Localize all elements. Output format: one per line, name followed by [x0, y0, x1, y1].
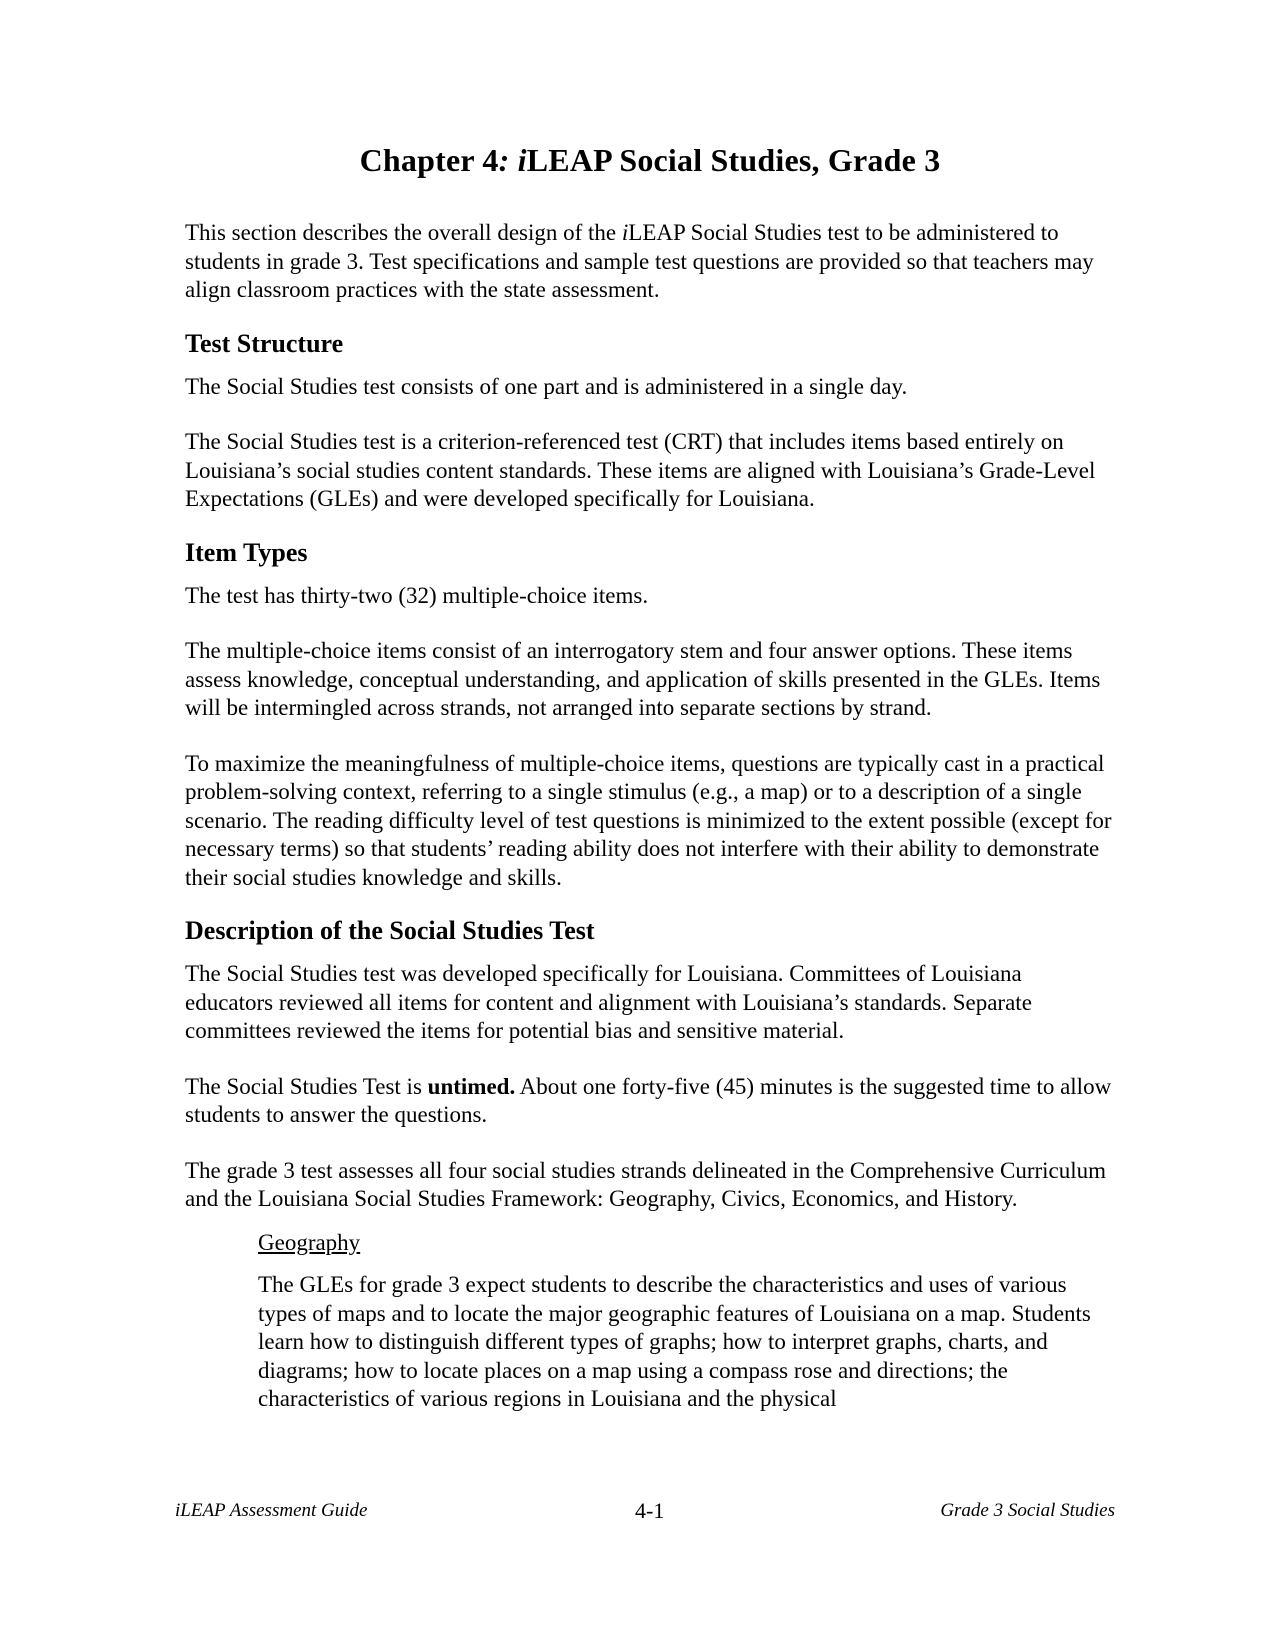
geography-subheading: Geography [258, 1229, 361, 1255]
item-types-paragraph-1: The test has thirty-two (32) multiple-choice items. [185, 582, 649, 608]
intro-italic-i: i [621, 220, 629, 245]
description-p2-text-b: About one forty-five (45) minutes is the suggested time to allow students to answer the questions. [185, 1073, 1112, 1127]
intro-paragraph [185, 219, 1115, 305]
item-types-heading: Item Types [185, 537, 308, 567]
description-paragraph-1: The Social Studies test was developed specifically for Louisiana. Committees of Louisiana educators reviewed all items for content and alignment with Louisiana’s standards. Separate committees reviewed the items for potential bias and sensitive material. [185, 961, 1032, 1043]
item-types-paragraph-3: To maximize the meaningfulness of multiple-choice items, questions are typically cast in a practical problem-solving context, referring to a single stimulus (e.g., a map) or to a description of a single scenario. The reading difficulty level of test questions is minimized to the extent possible (except for necessary terms) so that students’ reading ability does not interfere with their ability to demonstrate their social studies knowledge and skills. [185, 750, 1112, 890]
title-italic-letter: i [509, 142, 527, 178]
title-rest: LEAP Social Studies, Grade 3 [526, 142, 941, 178]
test-structure-heading: Test Structure [185, 328, 344, 358]
title-prefix: Chapter 4 [359, 142, 499, 178]
description-paragraph-3: The grade 3 test assesses all four social studies strands delineated in the Comprehensive Curriculum and the Louisiana Social Studies Framework: Geography, Civics, Economics, and History. [185, 1157, 1107, 1211]
item-types-paragraph-2: The multiple-choice items consist of an interrogatory stem and four answer options. These items assess knowledge, conceptual understanding, and application of skills presented in the GLEs. Items will be intermingled across strands, not arranged into separate sections by strand. [185, 638, 1101, 720]
intro-text-b: LEAP Social Studies test to be administered to students in grade 3. Test specifications and sample test questions are provided so that teachers may align classroom practices with the state assessment. [185, 220, 1094, 302]
page-content [185, 142, 1115, 1441]
untimed-bold: untimed. [427, 1073, 516, 1099]
footer-subject: Grade 3 Social Studies [940, 1500, 1115, 1521]
geography-paragraph: The GLEs for grade 3 expect students to describe the characteristics and uses of various types of maps and to locate the major geographic features of Louisiana on a map. Students learn how to distinguish different types of graphs; how to interpret graphs, charts, and diagrams; how to locate places on a map using a compass rose and directions; the characteristics of various regions in Louisiana and the physical [258, 1272, 1091, 1411]
footer-guide-title: iLEAP Assessment Guide [175, 1500, 368, 1521]
title-colon: : [498, 142, 510, 178]
test-structure-paragraph-1: The Social Studies test consists of one part and is administered in a single day. [185, 373, 908, 399]
description-heading: Description of the Social Studies Test [185, 916, 595, 945]
page-number: 4-1 [635, 1498, 665, 1523]
description-p2-text-a: The Social Studies Test is [185, 1073, 428, 1099]
test-structure-paragraph-2: The Social Studies test is a criterion-referenced test (CRT) that includes items based entirely on Louisiana’s social studies content standards. These items are aligned with Louisiana’s Grade-Level Expectations (GLEs) and were developed specifically for Louisiana. [185, 429, 1096, 511]
chapter-title [185, 142, 1115, 179]
description-paragraph-2 [185, 1073, 1115, 1130]
intro-text-a: This section describes the overall design of the [185, 220, 622, 245]
